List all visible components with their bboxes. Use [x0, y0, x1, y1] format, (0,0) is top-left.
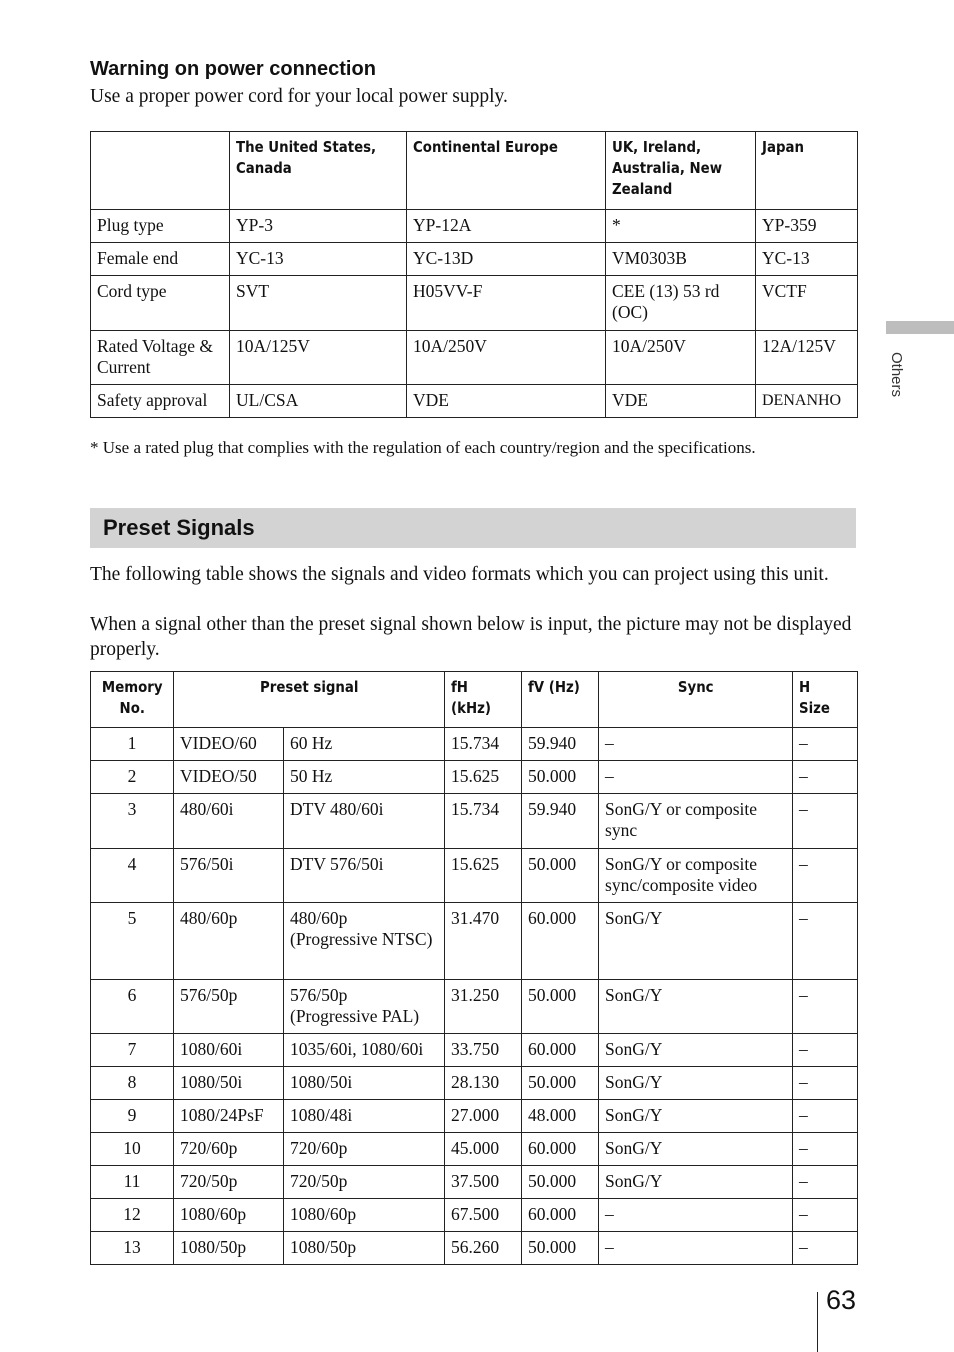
table-cell: SonG/Y or composite sync: [599, 794, 793, 849]
table-cell: –: [599, 761, 793, 794]
table-cell: 67.500: [445, 1199, 522, 1232]
header-cell: Memory No.: [91, 672, 174, 728]
memory-number-cell: 9: [91, 1100, 174, 1133]
table-cell: –: [793, 903, 858, 980]
table-cell: DTV 576/50i: [284, 849, 445, 903]
table-cell: DTV 480/60i: [284, 794, 445, 849]
table-cell: 10A/125V: [230, 331, 407, 385]
table-cell: YP-12A: [407, 210, 606, 243]
table-cell: 56.260: [445, 1232, 522, 1265]
table-cell: YC-13D: [407, 243, 606, 276]
table-cell: 28.130: [445, 1067, 522, 1100]
table-row: [91, 1067, 858, 1100]
table-cell: 1080/60p: [174, 1199, 284, 1232]
memory-number-cell: 10: [91, 1133, 174, 1166]
table-cell: –: [793, 1067, 858, 1100]
table-cell: H05VV-F: [407, 276, 606, 331]
page-number-rule: [817, 1292, 818, 1352]
table-cell: Cord type: [91, 276, 230, 331]
table-cell: SonG/Y: [599, 1034, 793, 1067]
table-cell: 60.000: [522, 903, 599, 980]
table-cell: 50 Hz: [284, 761, 445, 794]
table-cell: SonG/Y: [599, 1166, 793, 1199]
side-tab-label: Others: [888, 352, 905, 398]
power-cord-table: [90, 131, 858, 418]
table-cell: 720/60p: [174, 1133, 284, 1166]
table-cell: 1080/50p: [284, 1232, 445, 1265]
table-cell: –: [599, 728, 793, 761]
table-cell: 15.734: [445, 794, 522, 849]
table-cell: SonG/Y: [599, 1133, 793, 1166]
table-cell: DENANHO: [756, 385, 858, 418]
table-cell: 50.000: [522, 761, 599, 794]
table-cell: –: [793, 1232, 858, 1265]
memory-number-cell: 4: [91, 849, 174, 903]
table-cell: 48.000: [522, 1100, 599, 1133]
table-cell: CEE (13) 53 rd (OC): [606, 276, 756, 331]
header-cell: Sync: [599, 672, 793, 728]
table-row: [91, 849, 858, 903]
table-row: [91, 903, 858, 980]
table-cell: 480/60p: [174, 903, 284, 980]
table-row: [91, 761, 858, 794]
table-row: [91, 276, 858, 331]
table-cell: 1080/48i: [284, 1100, 445, 1133]
table-cell: 50.000: [522, 980, 599, 1034]
intro-paragraph: The following table shows the signals and video formats which you can project using this unit.: [90, 564, 829, 585]
table-row: [91, 980, 858, 1034]
section-header-bar: [90, 508, 856, 548]
table-cell: 10A/250V: [407, 331, 606, 385]
memory-number-cell: 11: [91, 1166, 174, 1199]
table-cell: SonG/Y or composite sync/composite video: [599, 849, 793, 903]
table-cell: 576/50p: [174, 980, 284, 1034]
table-row: [91, 728, 858, 761]
memory-number-cell: 7: [91, 1034, 174, 1067]
table-cell: 60.000: [522, 1034, 599, 1067]
page-number: 63: [826, 1285, 857, 1315]
table-cell: VIDEO/60: [174, 728, 284, 761]
table-row: [91, 1199, 858, 1232]
table-cell: 31.470: [445, 903, 522, 980]
table-cell: VDE: [407, 385, 606, 418]
table-cell: –: [793, 761, 858, 794]
warning-intro: Use a proper power cord for your local power supply.: [90, 86, 508, 107]
table-cell: YP-3: [230, 210, 407, 243]
table-cell: –: [793, 1034, 858, 1067]
memory-number-cell: 5: [91, 903, 174, 980]
table-cell: Rated Voltage & Current: [91, 331, 230, 385]
table-row: [91, 1100, 858, 1133]
header-cell: Japan: [756, 132, 858, 210]
table-row: [91, 243, 858, 276]
table-cell: 576/50p (Progressive PAL): [284, 980, 445, 1034]
table-cell: VCTF: [756, 276, 858, 331]
table-cell: Female end: [91, 243, 230, 276]
table-cell: 480/60p (Progressive NTSC): [284, 903, 445, 980]
header-cell: Preset signal: [174, 672, 445, 728]
table-cell: 1080/50p: [174, 1232, 284, 1265]
table-cell: –: [793, 1133, 858, 1166]
table-cell: –: [793, 1166, 858, 1199]
table-row: [91, 1034, 858, 1067]
table-cell: VM0303B: [606, 243, 756, 276]
table-cell: 31.250: [445, 980, 522, 1034]
header-cell: Continental Europe: [407, 132, 606, 210]
table-row: [91, 210, 858, 243]
table-cell: 59.940: [522, 728, 599, 761]
footnote: * Use a rated plug that complies with the regulation of each country/region and the specifications.: [90, 438, 756, 457]
preset-signals-table: [90, 671, 858, 1265]
table-cell: –: [793, 980, 858, 1034]
table-cell: SonG/Y: [599, 980, 793, 1034]
table-cell: 1080/60i: [174, 1034, 284, 1067]
header-cell: The United States, Canada: [230, 132, 407, 210]
table-cell: –: [793, 794, 858, 849]
table-cell: SonG/Y: [599, 903, 793, 980]
table-cell: 1080/24PsF: [174, 1100, 284, 1133]
table-cell: VDE: [606, 385, 756, 418]
memory-number-cell: 3: [91, 794, 174, 849]
table-cell: 1035/60i, 1080/60i: [284, 1034, 445, 1067]
table-cell: –: [599, 1199, 793, 1232]
table-cell: SonG/Y: [599, 1100, 793, 1133]
table-cell: 15.734: [445, 728, 522, 761]
table-cell: 720/50p: [284, 1166, 445, 1199]
table-cell: –: [793, 728, 858, 761]
memory-number-cell: 6: [91, 980, 174, 1034]
table-cell: –: [793, 1100, 858, 1133]
table-cell: –: [793, 849, 858, 903]
table-cell: Safety approval: [91, 385, 230, 418]
header-cell: H Size: [793, 672, 858, 728]
table-cell: 10A/250V: [606, 331, 756, 385]
table-cell: YP-359: [756, 210, 858, 243]
table-cell: 50.000: [522, 1232, 599, 1265]
table-cell: 27.000: [445, 1100, 522, 1133]
header-cell: [91, 132, 230, 210]
table-cell: YC-13: [230, 243, 407, 276]
memory-number-cell: 12: [91, 1199, 174, 1232]
table-cell: 1080/50i: [174, 1067, 284, 1100]
table-row: [91, 1166, 858, 1199]
header-cell: UK, Ireland, Australia, New Zealand: [606, 132, 756, 210]
table-cell: –: [793, 1199, 858, 1232]
table-cell: UL/CSA: [230, 385, 407, 418]
table-cell: 50.000: [522, 1166, 599, 1199]
table-cell: 720/60p: [284, 1133, 445, 1166]
table-cell: 1080/50i: [284, 1067, 445, 1100]
warning-paragraph: When a signal other than the preset signal shown below is input, the picture may not be displayed properly.: [90, 614, 852, 660]
table-cell: 33.750: [445, 1034, 522, 1067]
table-cell: *: [606, 210, 756, 243]
table-row: [91, 794, 858, 849]
table-cell: VIDEO/50: [174, 761, 284, 794]
table-cell: 59.940: [522, 794, 599, 849]
warning-heading: Warning on power connection: [90, 58, 376, 80]
table-cell: SVT: [230, 276, 407, 331]
table-cell: 60 Hz: [284, 728, 445, 761]
table-cell: Plug type: [91, 210, 230, 243]
header-cell: fH (kHz): [445, 672, 522, 728]
table-cell: 60.000: [522, 1199, 599, 1232]
table-cell: 15.625: [445, 849, 522, 903]
table-cell: –: [599, 1232, 793, 1265]
memory-number-cell: 1: [91, 728, 174, 761]
table-row: [91, 1232, 858, 1265]
section-title: Preset Signals: [103, 515, 255, 540]
memory-number-cell: 2: [91, 761, 174, 794]
table-cell: 720/50p: [174, 1166, 284, 1199]
table-row: [91, 331, 858, 385]
memory-number-cell: 8: [91, 1067, 174, 1100]
table-cell: 12A/125V: [756, 331, 858, 385]
side-tab-marker: [886, 321, 954, 334]
table-cell: 50.000: [522, 1067, 599, 1100]
table-cell: 15.625: [445, 761, 522, 794]
table-cell: 480/60i: [174, 794, 284, 849]
table-row: [91, 1133, 858, 1166]
table-cell: SonG/Y: [599, 1067, 793, 1100]
table-cell: 60.000: [522, 1133, 599, 1166]
table-cell: 576/50i: [174, 849, 284, 903]
memory-number-cell: 13: [91, 1232, 174, 1265]
table-cell: 37.500: [445, 1166, 522, 1199]
table-cell: 50.000: [522, 849, 599, 903]
header-cell: fV (Hz): [522, 672, 599, 728]
table-cell: YC-13: [756, 243, 858, 276]
table-row: [91, 385, 858, 418]
table-cell: 45.000: [445, 1133, 522, 1166]
table-cell: 1080/60p: [284, 1199, 445, 1232]
